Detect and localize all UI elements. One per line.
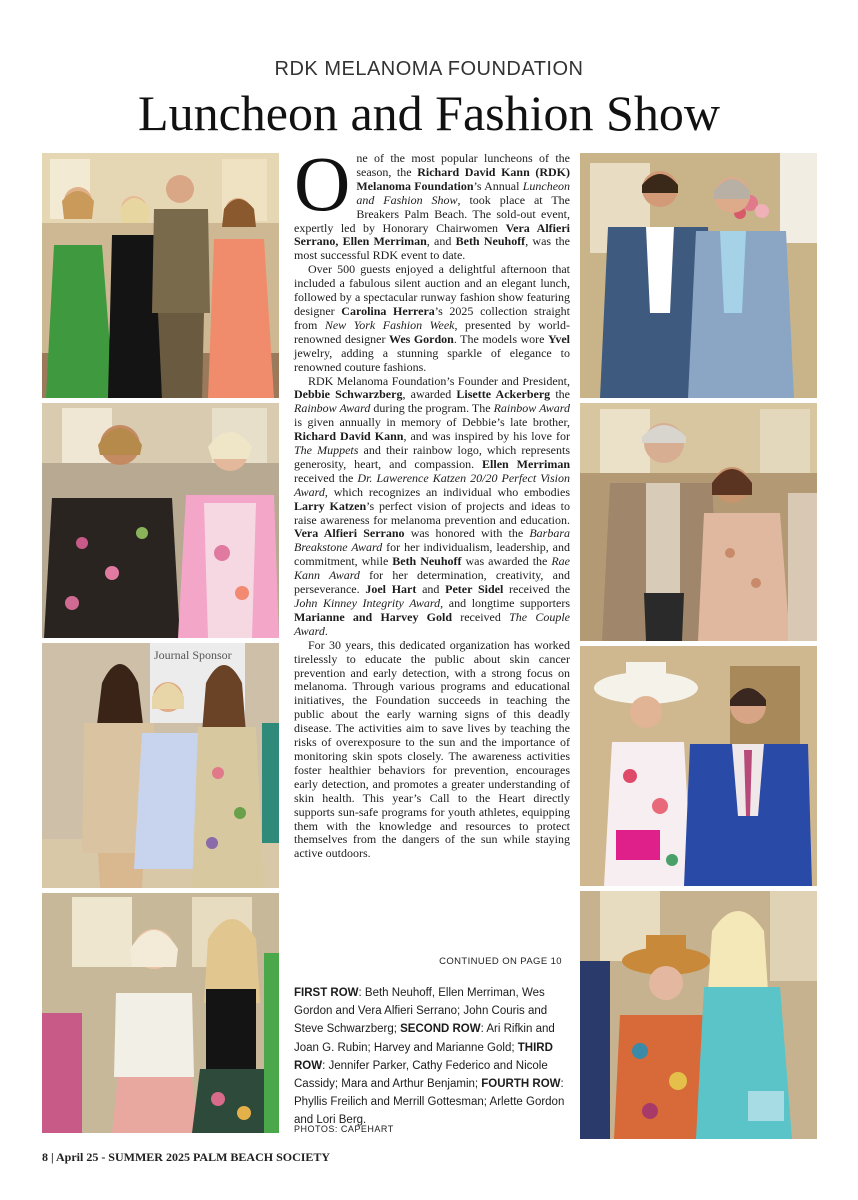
text-run: during the program. The	[370, 401, 494, 416]
text-run: ’s Annual	[473, 178, 523, 193]
article-paragraph-1	[294, 140, 571, 263]
text-run: , which recognizes an individual who embodies	[324, 484, 570, 499]
italic-title: New York Fashion Week	[324, 317, 455, 332]
text-run: For 30 years, this dedicated organization has worked tirelessly to educate the public about skin cancer prevention and early detection, with a strong focus on melanoma. Through various programs and educational initiatives, the Foundation succeeds in teaching the public about the early warning signs of this deadly disease. The activities aim to save lives by teaching the risks of overexposure to the sun and the importance of monitoring skin spots closely. The awareness activities foster healthier behaviors for prevention, encourages early detection, and promotes a greater understanding of skin health. This year’s Call to the Heart directly supports sun-safe programs for youth athletes, equipping them with the knowledge and resources to protect themselves from the dangers of the sun while staying active outdoors.	[294, 637, 570, 861]
text-run: ’s perfect vision of projects and ideas to raise awareness for melanoma prevention and education.	[294, 498, 570, 527]
photo-credits: PHOTOS: CAPEHART	[294, 1124, 394, 1134]
italic-title: Dr. Lawerence Katzen 20/20 Perfect Vision Award	[294, 470, 571, 499]
bold-name: Peter Sidel	[445, 582, 504, 597]
bold-name: Marianne and Harvey Gold	[294, 609, 453, 624]
photo-neuhoff-merriman-gordon-serrano	[42, 153, 279, 398]
text-run: Over 500 guests enjoyed a delightful afternoon that included a fabulous silent auction and an elegant lunch, followed by a spectacular runway fashion show featuring designer	[294, 262, 570, 318]
italic-title: Luncheon and Fashion Show	[356, 178, 571, 207]
continued-on-page[interactable]: CONTINUED ON PAGE 10	[439, 956, 562, 967]
bold-name: Carolina Herrera	[341, 303, 435, 318]
photo-captions	[294, 984, 572, 1130]
bold-name: Vera Alfieri Serrano	[294, 526, 405, 541]
text-run: : Beth Neuhoff, Ellen Merriman, Wes Gordon and Vera Alfieri Serrano; John Couris and Steve Schwarzberg;	[294, 987, 548, 1036]
italic-title: Barbara Breakstone Award	[294, 526, 570, 555]
bold-name: FOURTH ROW	[481, 1078, 561, 1091]
text-run: for her determination, creativity, and perseverance.	[294, 568, 570, 597]
bold-name: THIRD ROW	[294, 1041, 553, 1072]
text-run: received	[452, 609, 510, 624]
photo-arlette-gordon-lori-berg	[580, 891, 817, 1139]
bold-name: Debbie Schwarzberg	[294, 387, 403, 402]
text-run: ’s 2025 collection straight from	[294, 303, 571, 332]
text-run: . The models wore	[453, 331, 549, 346]
bold-name: Wes Gordon	[389, 331, 454, 346]
bold-name: Lisette Ackerberg	[456, 387, 551, 402]
text-run: , presented by world-renowned designer	[294, 317, 571, 346]
page-title: Luncheon and Fashion Show	[138, 85, 720, 141]
text-run: : Ari Rifkin and Joan G. Rubin; Harvey and Marianne Gold;	[294, 1023, 555, 1054]
bold-name: Joel Hart	[365, 582, 417, 597]
article-paragraph-2	[294, 263, 570, 374]
italic-title: Rainbow Award	[493, 401, 570, 416]
text-run: the	[550, 387, 570, 402]
text-run: , awarded	[402, 387, 457, 402]
photo-couris-schwarzberg	[580, 153, 817, 398]
text-run: .	[324, 623, 328, 638]
page-footer: 8 | April 25 - SUMMER 2025 PALM BEACH SOCIETY	[42, 1150, 331, 1164]
text-run: RDK Melanoma Foundation’s Founder and President,	[308, 373, 570, 388]
bold-name: Beth Neuhoff	[455, 234, 526, 249]
text-run: jewelry, adding a stunning sparkle of elegance to renowned couture fashions.	[294, 345, 570, 374]
section-kicker: RDK MELANOMA FOUNDATION	[274, 58, 584, 80]
text-run: : Jennifer Parker, Cathy Federico and Nicole Cassidy; Mara and Arthur Benjamin;	[294, 1059, 548, 1091]
bold-name: FIRST ROW	[294, 987, 359, 999]
text-run: ne of the most popular luncheons of the season, the	[356, 151, 570, 179]
text-run: for her individualism, leadership, and commitment, while	[294, 540, 571, 569]
sponsor-sign-text: Journal Sponsor	[154, 648, 232, 662]
photo-harvey-marianne-gold	[580, 403, 817, 641]
bold-name: Richard David Kann (RDK) Melanoma Foundation	[356, 164, 571, 193]
text-run: was honored with the	[404, 526, 530, 541]
article-paragraph-3	[294, 375, 570, 639]
drop-cap: O	[294, 140, 351, 227]
text-run: and	[416, 582, 446, 597]
text-run: was awarded the	[461, 554, 552, 569]
bold-name: Larry Katzen	[294, 498, 367, 513]
photo-parker-federico-cassidy	[42, 643, 279, 888]
text-run: and their rainbow logo, which represents generosity, heart, and compassion.	[294, 443, 570, 471]
text-run: , and was inspired by his love for	[403, 429, 570, 444]
text-run: , took place at The Breakers Palm Beach. The sold-out event, expertly led by Honorary Chairwomen	[294, 192, 571, 235]
bold-name: SECOND ROW	[400, 1023, 481, 1036]
italic-title: The Couple Award	[294, 609, 570, 638]
text-run: : Phyllis Freilich and Merrill Gottesman; Arlette Gordon and Lori Berg.	[294, 1078, 565, 1127]
italic-title: Rainbow Award	[294, 401, 371, 416]
bold-name: Vera Alfieri Serrano, Ellen Merriman	[294, 220, 570, 249]
text-run: received the	[503, 582, 571, 597]
italic-title: The Muppets	[294, 443, 359, 458]
italic-title: Rae Kann Award	[294, 554, 570, 583]
photo-rifkin-rubin	[42, 403, 279, 638]
bold-name: Yvel	[548, 331, 571, 346]
italic-title: John Kinney Integrity Award	[294, 596, 441, 610]
text-run: , and longtime supporters	[440, 596, 570, 610]
photo-mara-arthur-benjamin	[580, 646, 817, 886]
text-run: , was the most successful RDK event to date.	[294, 234, 570, 263]
bold-name: Richard David Kann	[294, 429, 404, 444]
bold-name: Ellen Merriman	[482, 456, 570, 471]
text-run: received the	[294, 470, 358, 485]
text-run: , and	[426, 234, 456, 249]
text-run: is given annually in memory of Debbie’s late brother,	[294, 415, 570, 430]
article-paragraph-4	[294, 639, 570, 862]
bold-name: Beth Neuhoff	[392, 554, 462, 569]
photo-freilich-gottesman	[42, 893, 279, 1133]
article-body	[294, 140, 571, 861]
